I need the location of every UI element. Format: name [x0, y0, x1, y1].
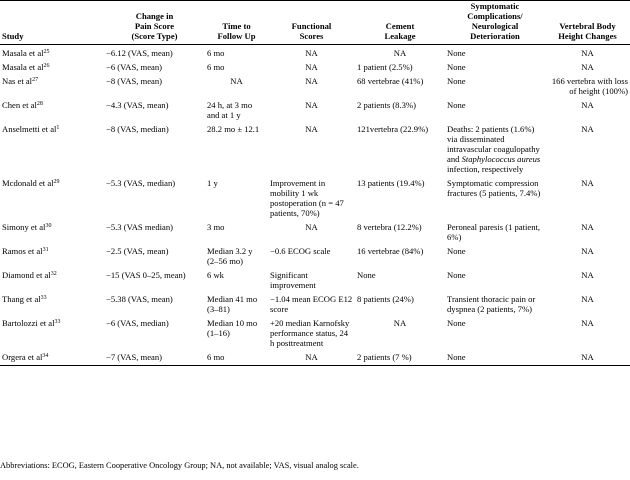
complications-cell: None [447, 318, 466, 328]
functional-score-cell: Significant improvement [270, 270, 316, 290]
reference-number: 33 [54, 319, 61, 325]
complications-cell: None [445, 349, 545, 366]
followup-cell: 6 mo [205, 349, 268, 366]
complications-cell: Transient thoracic pain or dyspnea (2 patients, 7%) [447, 294, 536, 314]
height-change-cell: 166 vertebra with loss of height (100%) [551, 76, 628, 96]
column-header: Study [0, 1, 104, 45]
functional-score-cell: NA [268, 349, 355, 366]
header-row [0, 1, 630, 45]
followup-cell: 28.2 mo ± 12.1 [207, 124, 260, 134]
height-change-cell: NA [581, 100, 594, 110]
study-cell [0, 45, 104, 60]
study-name: Mcdonald et al [2, 178, 54, 188]
study-cell [0, 121, 104, 175]
pain-score-cell: −4.3 (VAS, mean) [106, 100, 169, 110]
table-row [0, 291, 630, 315]
cement-leakage-cell: 8 vertebra (12.2%) [357, 222, 422, 232]
height-change-cell: NA [581, 294, 594, 304]
reference-number: 26 [43, 63, 50, 69]
study-cell [0, 267, 104, 291]
study-cell [0, 291, 104, 315]
complications-cell: Symptomatic compression fractures (5 patients, 7.4%) [447, 178, 541, 198]
study-name: Masala et al [2, 62, 44, 72]
study-name: Bartolozzi et al [2, 318, 55, 328]
study-cell [0, 59, 104, 73]
complications-cell [445, 121, 545, 175]
cement-leakage-cell: 8 patients (24%) [357, 294, 414, 304]
cement-leakage-cell: None [357, 270, 376, 280]
reference-number: 30 [45, 223, 52, 229]
followup-cell: 6 mo [207, 62, 225, 72]
study-cell [0, 349, 104, 366]
pain-score-cell: −6.12 (VAS, mean) [106, 48, 173, 58]
pain-score-cell: −6 (VAS, mean) [106, 62, 163, 72]
column-header: Vertebral Body Height Changes [545, 1, 630, 45]
column-header: Cement Leakage [355, 1, 445, 45]
functional-score-cell: −1.04 mean ECOG E12 score [270, 294, 353, 314]
height-change-cell: NA [581, 318, 594, 328]
functional-score-cell: NA [305, 222, 318, 232]
study-name: Chen et al [2, 100, 37, 110]
height-change-cell: NA [581, 270, 594, 280]
table-row [0, 45, 630, 60]
pain-score-cell: −2.5 (VAS, mean) [106, 246, 169, 256]
study-name: Thang et al [2, 294, 41, 304]
table-row [0, 315, 630, 349]
table-row [0, 73, 630, 97]
table-row [0, 267, 630, 291]
followup-cell: NA [230, 76, 243, 86]
pain-score-cell: −5.38 (VAS, mean) [106, 294, 173, 304]
complications-cell: None [447, 246, 466, 256]
pain-score-cell: −7 (VAS, mean) [104, 349, 205, 366]
reference-number: 25 [43, 49, 50, 55]
functional-score-cell: Improvement in mobility 1 wk postoperation (n = 47 patients, 70%) [270, 178, 344, 218]
study-name: Masala et al [2, 48, 44, 58]
table-body [0, 45, 630, 366]
table-row [0, 121, 630, 175]
cement-leakage-cell: NA [393, 318, 407, 328]
study-cell [0, 219, 104, 243]
cement-leakage-cell: 68 vertebrae (41%) [357, 76, 424, 86]
cement-leakage-cell: 1 patient (2.5%) [357, 62, 413, 72]
cement-leakage-cell: 2 patients (8.3%) [357, 100, 416, 110]
study-name: Diamond et al [2, 270, 51, 280]
functional-score-cell: NA [305, 100, 318, 110]
organism-name: Staphylococcus aureus [461, 154, 541, 164]
table-row [0, 219, 630, 243]
reference-number: 33 [40, 295, 47, 301]
pain-score-cell: −8 (VAS, median) [106, 124, 169, 134]
complications-cell: None [447, 270, 466, 280]
complications-text: Deaths: 2 patients (1.6%) via disseminated intravascular coagulopathy and [447, 124, 540, 164]
table-row [0, 97, 630, 121]
height-change-cell: NA [581, 222, 594, 232]
pain-score-cell: −15 (VAS 0–25, mean) [106, 270, 186, 280]
pain-score-cell: −5.3 (VAS median) [106, 222, 173, 232]
height-change-cell: NA [545, 349, 630, 366]
column-header: Change in Pain Score (Score Type) [104, 1, 205, 45]
cement-leakage-cell: 121vertebra (22.9%) [357, 124, 429, 134]
complications-cell: None [447, 62, 466, 72]
functional-score-cell: NA [305, 62, 318, 72]
pain-score-cell: −6 (VAS, median) [106, 318, 169, 328]
followup-cell: Median 41 mo (3–81) [207, 294, 258, 314]
followup-cell: 6 wk [207, 270, 224, 280]
reference-number: 31 [42, 247, 49, 253]
reference-number: 29 [53, 179, 60, 185]
table-row [0, 349, 630, 366]
table-row [0, 175, 630, 219]
reference-number: 1 [56, 125, 60, 131]
height-change-cell: NA [581, 62, 594, 72]
complications-cell: None [447, 100, 466, 110]
column-header: Functional Scores [268, 1, 355, 45]
pain-score-cell: −5.3 (VAS, median) [106, 178, 176, 188]
height-change-cell: NA [581, 246, 594, 256]
pain-score-cell: −8 (VAS, mean) [106, 76, 163, 86]
complications-cell: Peroneal paresis (1 patient, 6%) [447, 222, 541, 242]
functional-score-cell: NA [305, 48, 318, 58]
study-cell [0, 243, 104, 267]
study-name: Ramos et al [2, 246, 43, 256]
reference-number: 27 [32, 77, 39, 83]
cement-leakage-cell: 13 patients (19.4%) [357, 178, 425, 188]
functional-score-cell: +20 median Karnofsky performance status, 24 h posttreatment [270, 318, 350, 348]
cement-leakage-cell: NA [393, 48, 407, 58]
column-header: Time to Follow Up [205, 1, 268, 45]
study-name: Simony et al [2, 222, 46, 232]
followup-cell: 3 mo [207, 222, 225, 232]
height-change-cell: NA [581, 178, 594, 188]
followup-cell: 6 mo [207, 48, 225, 58]
reference-number: 34 [42, 353, 49, 359]
height-change-cell: NA [581, 124, 594, 134]
study-name: Nas et al [2, 76, 33, 86]
functional-score-cell: −0.6 ECOG scale [270, 246, 331, 256]
complications-cell: None [447, 76, 466, 86]
study-cell [0, 315, 104, 349]
functional-score-cell: NA [305, 124, 318, 134]
column-header: Symptomatic Complications/ Neurological Deterioration [445, 1, 545, 45]
functional-score-cell: NA [305, 76, 318, 86]
reference-number: 28 [36, 101, 43, 107]
table-row [0, 243, 630, 267]
complications-cell: None [447, 48, 466, 58]
study-name: Orgera et al [2, 352, 43, 362]
complications-text-tail: infection, respectively [447, 154, 543, 174]
table-row [0, 59, 630, 73]
study-name: Anselmetti et al [2, 124, 57, 134]
height-change-cell: NA [581, 48, 594, 58]
study-cell [0, 73, 104, 97]
reference-number: 32 [50, 271, 57, 277]
study-cell [0, 97, 104, 121]
study-cell [0, 175, 104, 219]
followup-cell: Median 10 mo (1–16) [207, 318, 258, 338]
cement-leakage-cell: 2 patients (7 %) [355, 349, 445, 366]
followup-cell: 24 h, at 3 mo and at 1 y [207, 100, 253, 120]
followup-cell: 1 y [207, 178, 218, 188]
followup-cell: Median 3.2 y (2–56 mo) [207, 246, 253, 266]
table-footnote: Abbreviations: ECOG, Eastern Cooperative Oncology Group; NA, not available; VAS, visual analog scale. [0, 461, 359, 470]
cement-leakage-cell: 16 vertebrae (84%) [357, 246, 424, 256]
